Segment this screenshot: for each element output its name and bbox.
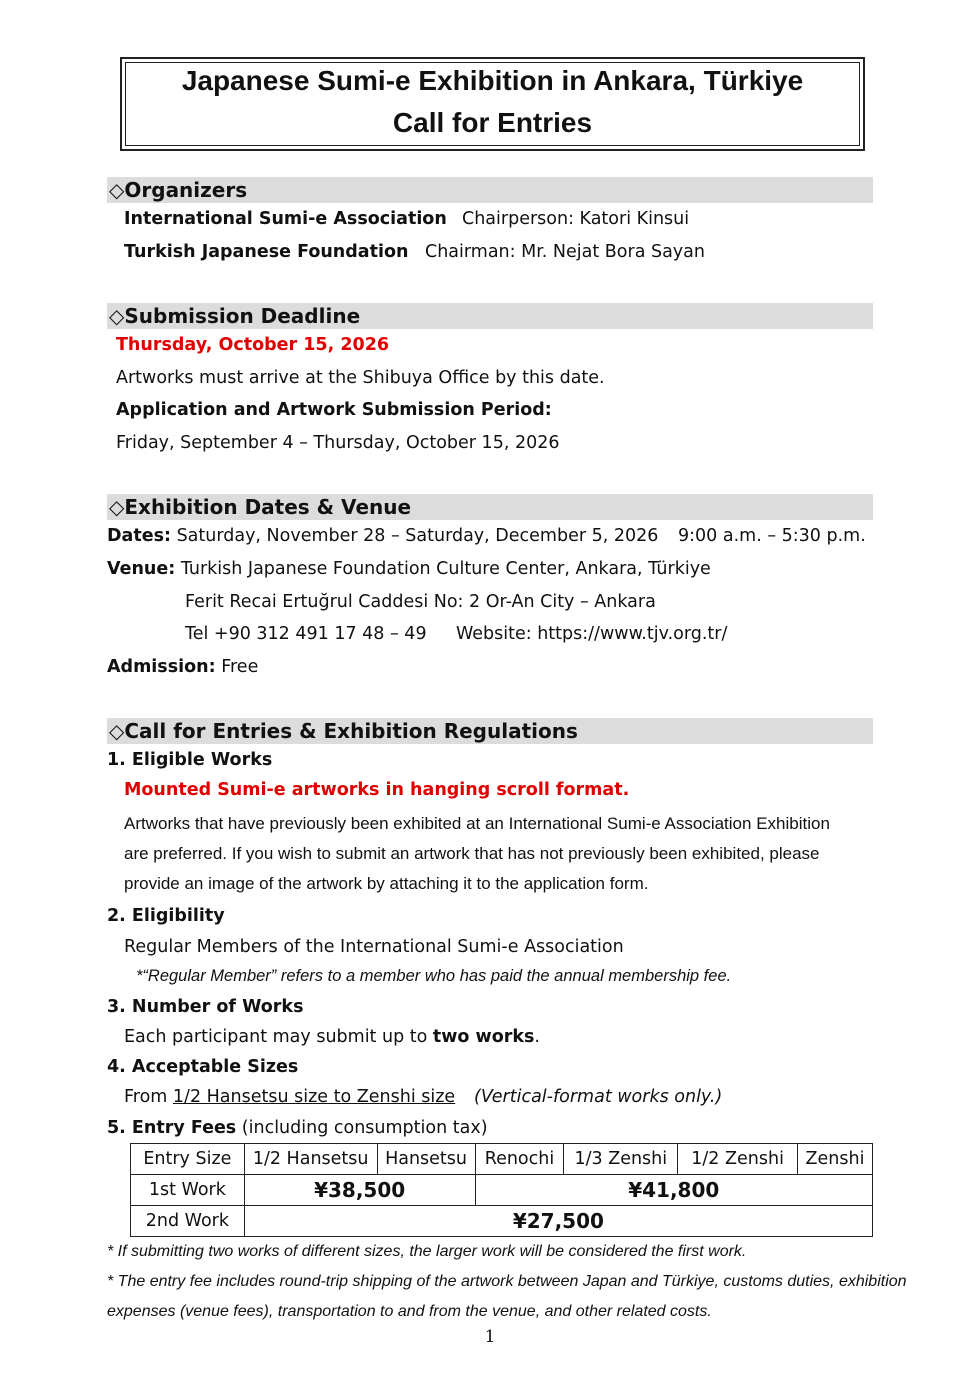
admission-line: [107, 657, 258, 677]
item5-title-line: [107, 1118, 488, 1138]
table-header-row: [131, 1144, 873, 1175]
item4-pre: From: [124, 1087, 173, 1107]
submission-period: Friday, September 4 – Thursday, October 15, 2026: [116, 433, 560, 453]
dates-value: Saturday, November 28 – Saturday, December 5, 2026: [176, 526, 659, 546]
title-box: [120, 57, 865, 151]
section-exhibition: [107, 494, 873, 520]
venue-label: Venue:: [107, 559, 176, 579]
item3-text: [124, 1027, 540, 1047]
entry-fees-table: [130, 1143, 873, 1237]
table-header-cell: Hansetsu: [377, 1144, 475, 1175]
footnote-1: * If submitting two works of different sizes, the larger work will be considered the first work.: [107, 1243, 747, 1260]
deadline-note: Artworks must arrive at the Shibuya Office by this date.: [116, 368, 605, 388]
section-deadline: [107, 303, 873, 329]
item3-text-post: .: [534, 1027, 540, 1047]
item2-title: 2. Eligibility: [107, 906, 225, 926]
item4-range: 1/2 Hansetsu size to Zenshi size: [172, 1087, 456, 1107]
admission-value: Free: [221, 657, 259, 677]
item4-title: 4. Acceptable Sizes: [107, 1057, 299, 1077]
venue-website: Website: https://www.tjv.org.tr/: [456, 624, 728, 644]
table-header-cell: 1/3 Zenshi: [564, 1144, 678, 1175]
item1-text-line3: provide an image of the artwork by attaching it to the application form.: [124, 874, 649, 893]
item2-note: *“Regular Member” refers to a member who has paid the annual membership fee.: [136, 967, 732, 985]
organizer-1-name: International Sumi-e Association: [124, 209, 447, 229]
hours-value: 9:00 a.m. – 5:30 p.m.: [678, 526, 866, 546]
table-row: [131, 1175, 873, 1206]
table-header-cell: 1/2 Hansetsu: [244, 1144, 377, 1175]
item3-title: 3. Number of Works: [107, 997, 304, 1017]
section-heading: ◇Submission Deadline: [109, 304, 361, 328]
section-heading: ◇Exhibition Dates & Venue: [109, 495, 412, 519]
organizer-1-role: Chairperson: Katori Kinsui: [462, 209, 690, 229]
item3-text-bold: two works: [432, 1027, 535, 1047]
item1-text-line1: Artworks that have previously been exhibited at an International Sumi-e Association Exhibition: [124, 814, 830, 833]
table-header-cell: 1/2 Zenshi: [678, 1144, 798, 1175]
venue-address: Ferit Recai Ertuğrul Caddesi No: 2 Or-An City – Ankara: [185, 592, 656, 612]
admission-label: Admission:: [107, 657, 216, 677]
dates-label: Dates:: [107, 526, 171, 546]
table-row: [131, 1206, 873, 1237]
deadline-date: Thursday, October 15, 2026: [116, 335, 390, 355]
fee-first-work-small: ¥38,500: [244, 1175, 475, 1206]
section-heading: ◇Organizers: [109, 178, 248, 202]
section-organizers: [107, 177, 873, 203]
item1-highlight: Mounted Sumi-e artworks in hanging scroll format.: [124, 780, 630, 800]
fee-first-work-large: ¥41,800: [475, 1175, 873, 1206]
section-heading: ◇Call for Entries & Exhibition Regulations: [109, 719, 578, 743]
table-header-cell: Zenshi: [798, 1144, 873, 1175]
organizer-2-name: Turkish Japanese Foundation: [124, 242, 409, 262]
submission-period-label: Application and Artwork Submission Period:: [116, 400, 552, 420]
venue-line: [107, 559, 711, 579]
table-header-cell: Entry Size: [131, 1144, 245, 1175]
item5-title: 5. Entry Fees: [107, 1118, 237, 1138]
row-label-first-work: 1st Work: [131, 1175, 245, 1206]
organizer-2-role: Chairman: Mr. Nejat Bora Sayan: [425, 242, 705, 262]
item1-title: 1. Eligible Works: [107, 750, 273, 770]
footnote-2-line1: * The entry fee includes round-trip shipping of the artwork between Japan and Türkiye, customs duties, exhibition: [107, 1273, 907, 1290]
document-subtitle: Call for Entries: [392, 107, 593, 138]
item4-text: [124, 1087, 455, 1107]
dates-line: [107, 526, 658, 546]
item4-note: (Vertical-format works only.): [474, 1087, 723, 1107]
section-regulations: [107, 718, 873, 744]
row-label-second-work: 2nd Work: [131, 1206, 245, 1237]
item1-text-line2: are preferred. If you wish to submit an artwork that has not previously been exhibited, please: [124, 844, 820, 863]
venue-tel: Tel +90 312 491 17 48 – 49: [185, 624, 427, 644]
table-header-cell: Renochi: [475, 1144, 564, 1175]
item3-text-pre: Each participant may submit up to: [124, 1027, 433, 1047]
fee-second-work: ¥27,500: [244, 1206, 872, 1237]
footnote-2-line2: expenses (venue fees), transportation to and from the venue, and other related costs.: [107, 1303, 712, 1320]
item2-text: Regular Members of the International Sumi-e Association: [124, 937, 624, 957]
item5-suffix: (including consumption tax): [236, 1118, 488, 1138]
venue-value: Turkish Japanese Foundation Culture Center, Ankara, Türkiye: [180, 559, 711, 579]
document-title: Japanese Sumi-e Exhibition in Ankara, Türkiye: [181, 65, 804, 96]
page-number: 1: [484, 1327, 496, 1347]
